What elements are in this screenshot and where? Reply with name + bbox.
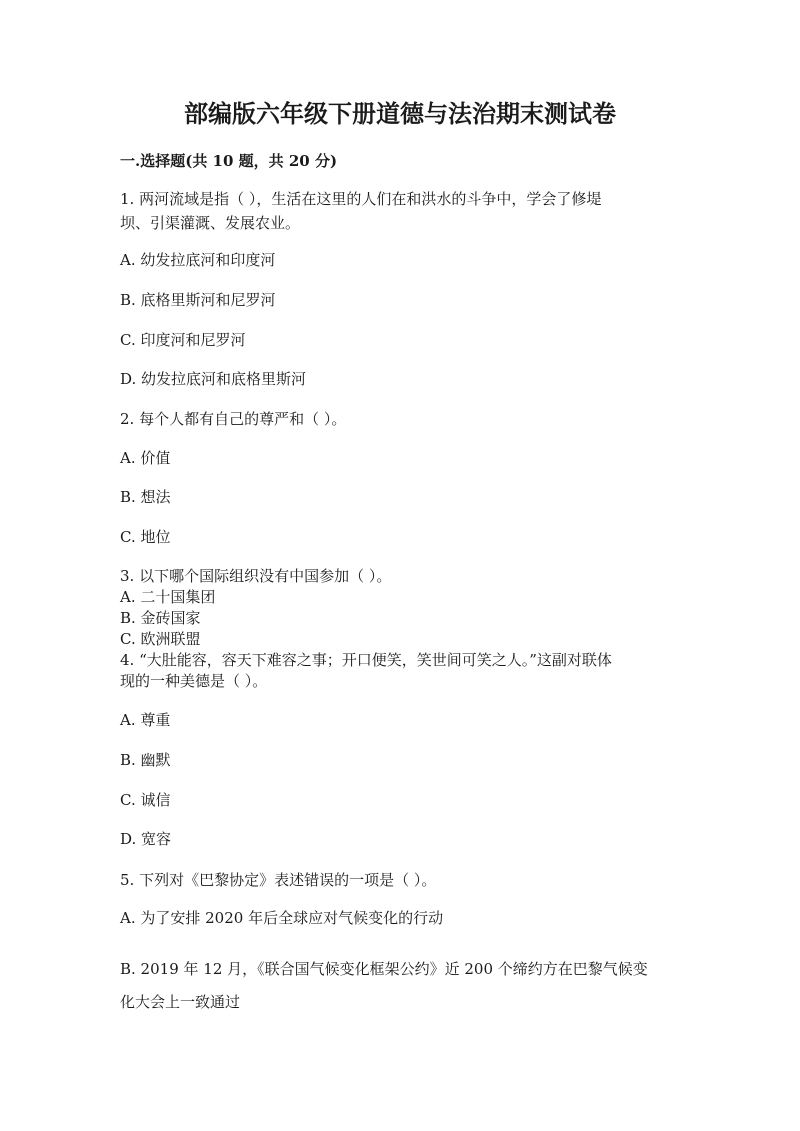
question-2-text: 2. 每个人都有自己的尊严和（ ）。: [120, 410, 347, 428]
question-3-option-c: C. 欧洲联盟: [120, 630, 201, 648]
question-2-option-c: C. 地位: [120, 528, 171, 546]
question-1-option-a: A. 幼发拉底河和印度河: [120, 251, 276, 269]
question-4-option-a: A. 尊重: [120, 711, 171, 729]
question-2-option-a: A. 价值: [120, 449, 171, 467]
question-5-option-b: B. 2019 年 12 月，《联合国气候变化框架公约》近 200 个缔约方在巴黎气候变: [120, 960, 648, 978]
question-3-text: 3. 以下哪个国际组织没有中国参加（ ）。: [120, 567, 392, 585]
question-1-option-c: C. 印度河和尼罗河: [120, 331, 246, 349]
question-1-option-d: D. 幼发拉底河和底格里斯河: [120, 370, 307, 388]
question-5-text: 5. 下列对《巴黎协定》表述错误的一项是（ ）。: [120, 871, 437, 889]
question-3-option-b: B. 金砖国家: [120, 609, 201, 627]
question-3-option-a: A. 二十国集团: [120, 588, 216, 606]
question-1-text: 1. 两河流域是指（ ），生活在这里的人们在和洪水的斗争中，学会了修堤: [120, 190, 602, 208]
question-1-text-cont: 坝、引渠灌溉、发展农业。: [120, 214, 301, 232]
question-5-option-b-cont: 化大会上一致通过: [120, 993, 241, 1011]
question-4-option-c: C. 诚信: [120, 791, 171, 809]
question-4-text: 4. “大肚能容，容天下难容之事；开口便笑，笑世间可笑之人。”这副对联体: [120, 651, 612, 669]
question-4-option-d: D. 宽容: [120, 830, 172, 848]
section-heading: 一.选择题(共 10 题，共 20 分): [120, 152, 338, 170]
question-5-option-a: A. 为了安排 2020 年后全球应对气候变化的行动: [120, 909, 444, 927]
question-2-option-b: B. 想法: [120, 488, 171, 506]
question-4-text-cont: 现的一种美德是（ ）。: [120, 672, 268, 690]
question-1-option-b: B. 底格里斯河和尼罗河: [120, 291, 276, 309]
page-title: 部编版六年级下册道德与法治期末测试卷: [184, 99, 616, 128]
question-4-option-b: B. 幽默: [120, 751, 171, 769]
